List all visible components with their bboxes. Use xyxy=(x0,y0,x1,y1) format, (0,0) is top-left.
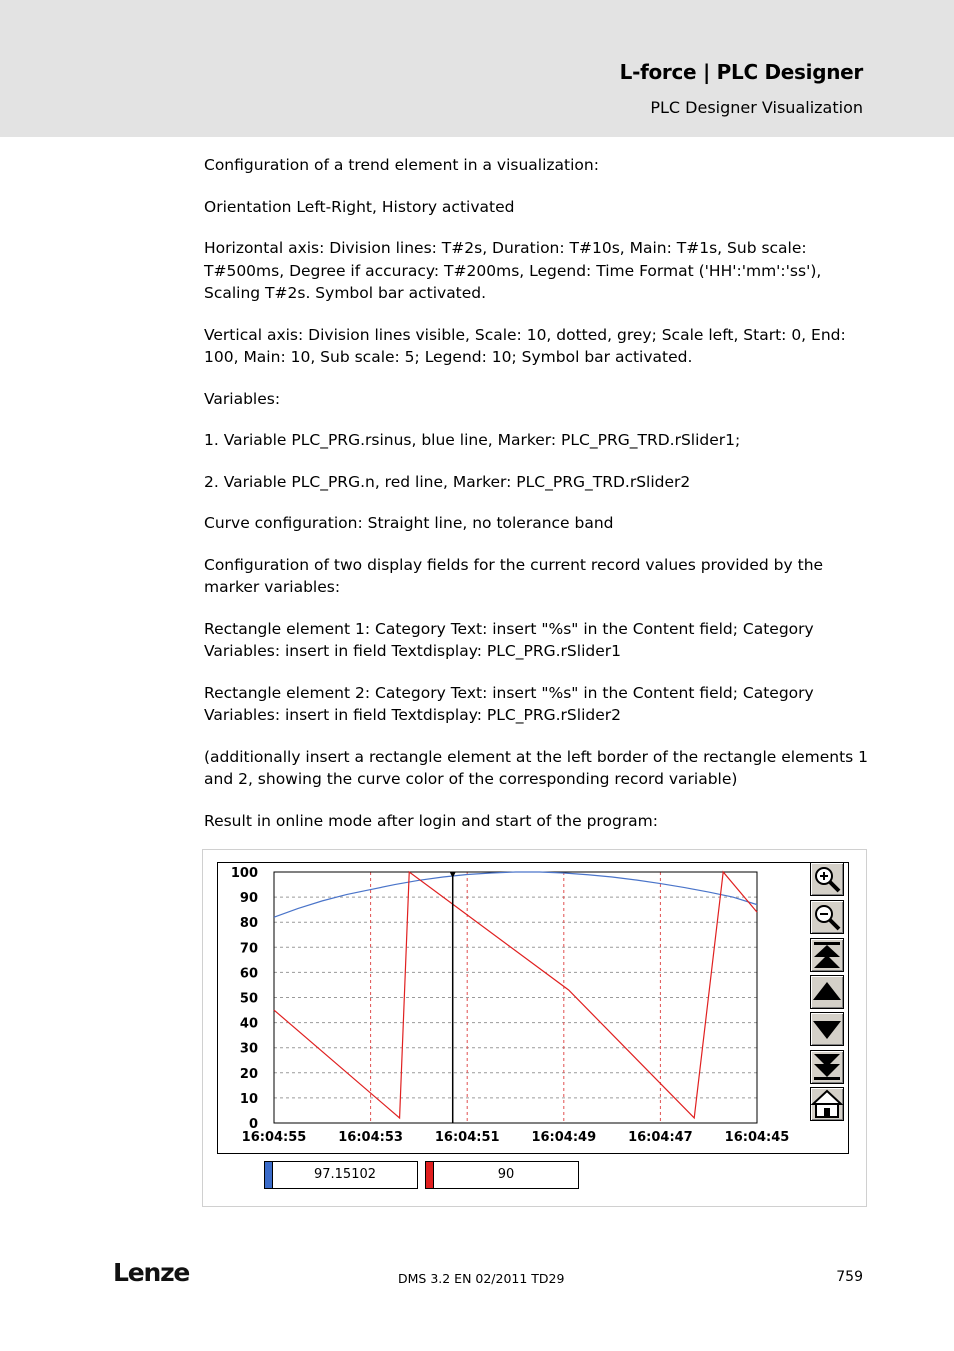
zoom-in-button[interactable] xyxy=(810,862,844,896)
y-tick-label: 30 xyxy=(239,1041,258,1057)
trend-figure xyxy=(202,849,867,1207)
paragraph: Configuration of a trend element in a visualization: xyxy=(204,156,599,174)
scroll-bottom-button[interactable] xyxy=(810,1050,844,1084)
scroll-top-button[interactable] xyxy=(810,938,844,972)
document-reference: DMS 3.2 EN 02/2011 TD29 xyxy=(398,1271,565,1286)
paragraph: (additionally insert a rectangle element at the left border of the rectangle elements 1 and 2, showing the curve color of the corresponding record variable) xyxy=(204,747,869,788)
paragraph: Curve configuration: Straight line, no tolerance band xyxy=(204,514,614,532)
value-display-1: 97.15102 xyxy=(272,1161,418,1189)
marker-handle xyxy=(450,872,456,878)
paragraph: 1. Variable PLC_PRG.rsinus, blue line, Marker: PLC_PRG_TRD.rSlider1; xyxy=(204,431,741,449)
header-subtitle: PLC Designer Visualization xyxy=(650,98,863,117)
scroll-bottom-icon xyxy=(811,1051,843,1083)
y-tick-label: 40 xyxy=(239,1016,258,1032)
x-tick-label: 16:04:47 xyxy=(628,1130,693,1145)
x-tick-label: 16:04:51 xyxy=(434,1130,500,1145)
x-tick-label: 16:04:45 xyxy=(724,1130,790,1145)
document-body xyxy=(204,154,869,851)
y-tick-label: 80 xyxy=(239,916,258,932)
y-tick-label: 0 xyxy=(248,1117,258,1132)
header-title: L-force | PLC Designer xyxy=(619,60,863,84)
scroll-up-button[interactable] xyxy=(810,975,844,1009)
trend-chart xyxy=(218,863,848,1153)
y-tick-label: 90 xyxy=(239,891,258,907)
paragraph: Configuration of two display fields for the current record values provided by the marker variables: xyxy=(204,555,824,596)
scroll-down-icon xyxy=(811,1013,843,1045)
x-tick-label: 16:04:49 xyxy=(531,1130,597,1145)
y-tick-label: 10 xyxy=(239,1091,258,1107)
y-tick-label: 50 xyxy=(239,991,258,1007)
scroll-up-icon xyxy=(811,976,843,1008)
zoom-in-icon xyxy=(811,863,843,895)
paragraph: Horizontal axis: Division lines: T#2s, Duration: T#10s, Main: T#1s, Sub scale: T#500ms, Degree if accuracy: T#200ms, Legend: Time Format ('HH':'mm':'ss'), Scaling T#2s. Symbol bar activated. xyxy=(204,239,822,302)
company-logo: Lenze xyxy=(113,1258,190,1287)
paragraph: 2. Variable PLC_PRG.n, red line, Marker: PLC_PRG_TRD.rSlider2 xyxy=(204,472,691,491)
home-button[interactable] xyxy=(810,1087,844,1121)
y-tick-label: 60 xyxy=(239,966,258,982)
scroll-down-button[interactable] xyxy=(810,1012,844,1046)
zoom-out-icon xyxy=(811,901,843,933)
paragraph: Rectangle element 1: Category Text: insert "%s" in the Content field; Category Variables: insert in field Textdisplay: PLC_PRG.rSlider1 xyxy=(204,619,814,660)
page-number: 759 xyxy=(836,1269,863,1285)
zoom-out-button[interactable] xyxy=(810,900,844,934)
y-tick-label: 100 xyxy=(230,866,258,881)
x-tick-label: 16:04:53 xyxy=(338,1130,403,1145)
home-icon xyxy=(811,1088,843,1120)
trend-element xyxy=(217,862,849,1154)
paragraph: Orientation Left-Right, History activated xyxy=(204,197,515,216)
paragraph: Vertical axis: Division lines visible, Scale: 10, dotted, grey; Scale left, Start: 0, End: 100, Main: 10, Sub scale: 5; Legend: 10; Symbol bar activated. xyxy=(204,325,846,366)
scroll-top-icon xyxy=(811,939,843,971)
x-tick-label: 16:04:55 xyxy=(241,1130,307,1145)
series-line-2 xyxy=(274,872,757,1118)
y-tick-label: 70 xyxy=(239,941,258,957)
paragraph: Rectangle element 2: Category Text: insert "%s" in the Content field; Category Variables: insert in field Textdisplay: PLC_PRG.rSlider2 xyxy=(204,683,814,724)
paragraph: Result in online mode after login and start of the program: xyxy=(204,811,658,830)
paragraph: Variables: xyxy=(204,389,281,408)
value-display-2: 90 xyxy=(433,1161,579,1189)
trend-toolbar xyxy=(810,862,846,1124)
series-line-1 xyxy=(274,872,757,917)
page-header xyxy=(0,0,954,137)
y-tick-label: 20 xyxy=(239,1066,258,1082)
